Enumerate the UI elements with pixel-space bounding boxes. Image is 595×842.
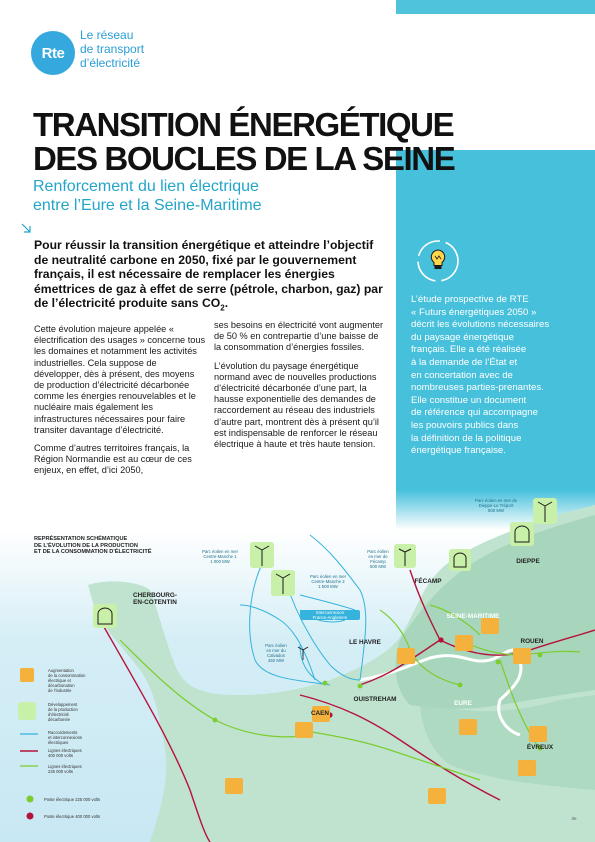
logo-line: de transport [80,42,145,56]
legend-line: décarbonée [48,717,71,722]
note-line: décrit les évolutions nécessaires [411,319,550,331]
nuclear-plant-icon [510,522,534,546]
nuclear-plant-icon [449,549,471,571]
body-paragraph: Cette évolution majeure appelée « électrification des usages » concerne tous les domaines et notamment les activités industrielles. Cela suppose de développer, dès à présent, des moyens de production d’électricité décarbonée comme les énergies renouvelables et le nucléaire mais également les infrastructures nécessaires pour faire transiter davantage d’électricité. [34,324,206,435]
intro-text: Pour réussir la transition énergétique et atteindre l’objectif de neutralité carbone en 2050, fixé par le gouvernement français, il est nécessaire de remplacer les énergies émettrices de gaz à effet de serre (pétrole, charbon, gaz) par de l’électricité produite sans CO [34,238,383,311]
wind-turbine-icon [250,542,274,568]
intro-end: . [224,296,229,311]
legend-item [48,668,118,693]
city-label-evreux: ÉVREUX [526,744,554,751]
header-accent-band [396,0,595,14]
wind-turbine-icon [271,570,295,596]
city-label-ouistreham: OUISTREHAM [353,696,397,703]
legend-line: Poste électrique 225 000 volts [44,797,101,802]
windfarm-capacity: 1 500 MW [318,584,338,589]
windfarm-name: Parc éolien en mer de Dieppe-Le Tréport [474,498,518,508]
city-label-fecamp: FÉCAMP [414,578,442,585]
legend-line: Lignes électriques [48,764,82,769]
legend-line: décarbonation [48,683,75,688]
windfarm-name: Parc éolien en mer de Fécamp [367,549,389,564]
city-label-dieppe: DIEPPE [516,558,540,565]
legend-line: de la production [48,707,78,712]
note-line: français. Elle a été réalisée [411,344,527,356]
intro-paragraph [34,238,389,316]
city-label-cherbourg: CHERBOURG- EN-COTENTIN [132,592,178,606]
subtitle-line-1: Renforcement du lien électrique [33,178,259,195]
region-label-eure: EURE [454,700,472,707]
legend-line: Lignes électriques [48,748,82,753]
note-line: L’étude prospective de RTE [411,294,529,305]
legend-line: 225 000 volts [48,769,73,774]
legend-line: 400 000 volts [48,753,73,758]
rte-study-note [411,294,586,458]
legend-item [48,702,118,722]
body-column-1 [34,324,206,484]
intro-subscript: 2 [220,303,225,313]
legend-line: d’électricité [48,712,69,717]
legend-item [48,764,118,774]
note-line: « Futurs énergétiques 2050 » [411,306,537,318]
legend-line: Développement [48,702,78,707]
page-title [33,108,573,176]
note-line: de référence qui accompagne [411,407,538,419]
note-line: du paysage énergétique [411,331,514,343]
windfarm-name: Parc éolien en mer Centre-Manche 2 [309,574,347,584]
legend-title-line: REPRÉSENTATION SCHÉMATIQUE [34,536,128,542]
title-line-2: DES BOUCLES DE LA SEINE [33,140,455,177]
arrow-down-right-icon [20,222,32,234]
legend-line: Raccordements [48,730,78,735]
windfarm-label-calvados [253,643,299,663]
legend-item [48,730,118,745]
windfarm-name: Parc éolien en mer Centre-Manche 1 [201,549,239,559]
windfarm-label-centre-manche-2 [298,574,358,589]
legend-line: Poste électrique 400 000 volts [44,814,101,819]
note-line: à la demande de l’État et [411,356,518,368]
lightbulb-cycle-icon [413,236,463,286]
logo-line: Le réseau [80,28,134,42]
legend-line: électriques [48,740,69,745]
interconnection-label: Interconnexion France-Angleterre [300,610,360,620]
subtitle-line-2: entre l’Eure et la Seine-Maritime [33,197,262,214]
logo-line: d’électricité [80,56,141,70]
city-label-caen: CAEN [310,710,330,717]
note-line: énergétique française. [411,445,506,457]
note-line: nombreuses parties-prenantes. [411,382,544,394]
body-paragraph: Comme d’autres territoires français, la Région Normandie est au cœur de ces enjeux, en effet, d’ici 2050, [34,443,192,476]
windfarm-label-centre-manche-1 [190,549,250,564]
legend-line: électrique et [48,678,71,683]
note-line: en concertation avec de [411,369,513,381]
windfarm-label-fecamp [358,549,398,569]
windfarm-capacity: 1 000 MW [210,559,230,564]
page-subtitle [33,177,393,215]
legend-title-line: DE L’ÉVOLUTION DE LA PRODUCTION [34,542,138,549]
legend-item [44,797,144,802]
legend-title-line: ET DE LA CONSOMMATION D’ÉLECTRICITÉ [34,549,152,556]
windfarm-capacity: 500 MW [488,508,504,513]
windfarm-capacity: 450 MW [268,658,284,663]
windfarm-name: Parc éolien en mer du Calvados [265,643,287,658]
logo-tagline [80,28,200,70]
region-label-seine-maritime: SEINE-MARITIME [446,613,500,620]
rte-logo [31,31,75,75]
city-label-rouen: ROUEN [520,638,544,645]
note-line: Elle constitue un document [411,394,527,406]
map-credit: rte [571,816,577,821]
body-paragraph: L’évolution du paysage énergétique normand avec de nouvelles productions d’électricité décarbonée d’une part, la hausse exponentielle des demandes de raccordement au réseau des industriels d’autre part, montrent dès à présent qu’il est indispensable de renforcer le réseau électrique à haute et très haute tension. [214,360,379,450]
windfarm-label-dieppe [456,498,536,513]
note-line: la définition de la politique [411,432,522,444]
logo-mark: Rte [41,44,65,62]
legend-line: de l’industrie [48,688,72,693]
legend-line: et interconnexions [48,735,82,740]
wind-turbine-icon [533,498,557,524]
city-label-le-havre: LE HAVRE [349,639,381,646]
legend-item [44,814,144,819]
nuclear-plant-icon [93,604,117,628]
legend-line: Augmentation [48,668,74,673]
note-line: les pouvoirs publics dans [411,419,519,431]
body-paragraph: ses besoins en électricité vont augmenter de 50 % en contrepartie d’une baisse de la consommation d’énergies fossiles. [214,320,384,353]
legend-line: de la consommation [48,673,86,678]
windfarm-capacity: 500 MW [370,564,386,569]
legend-item [48,748,118,758]
title-line-1: TRANSITION ÉNERGÉTIQUE [33,106,454,143]
body-column-2 [214,320,384,457]
